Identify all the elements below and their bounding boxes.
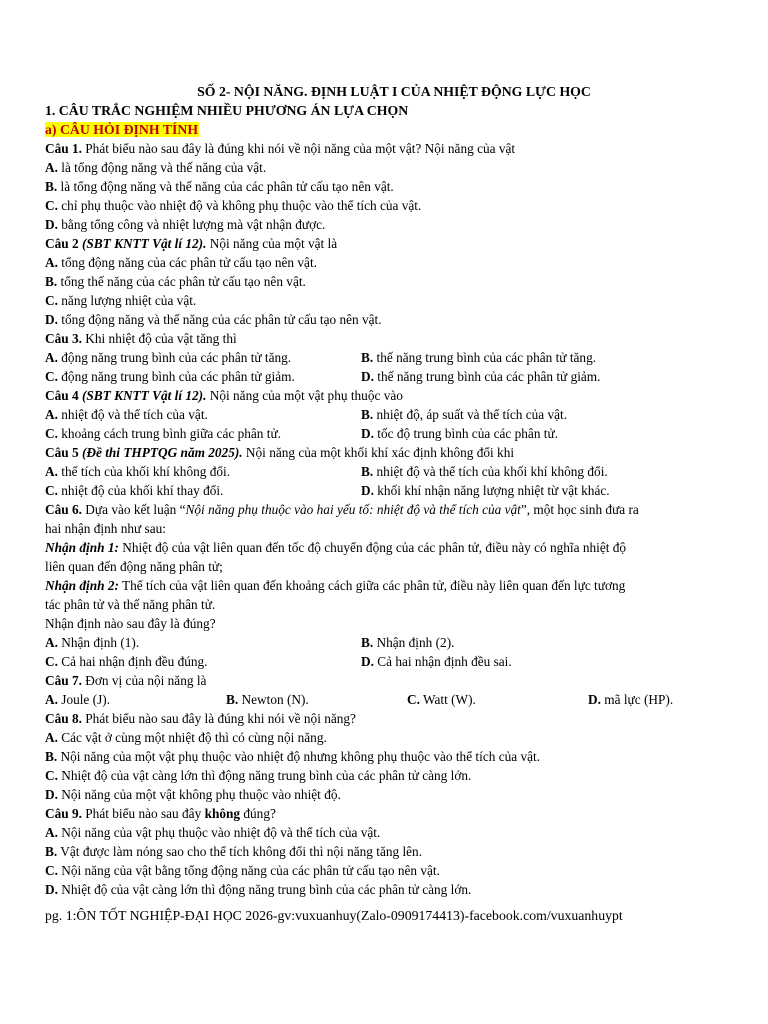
option-text: khoảng cách trung bình giữa các phân tử.	[61, 426, 281, 441]
claim-1-line-2: liên quan đến động năng phân tử;	[45, 559, 223, 574]
claim-1-label: Nhận định 1:	[45, 540, 119, 555]
option-letter: B.	[361, 407, 374, 422]
option-letter: A.	[45, 825, 58, 840]
question-text: Nội năng của một vật là	[206, 236, 338, 251]
document-title: SỐ 2- NỘI NĂNG. ĐỊNH LUẬT I CỦA NHIỆT ĐỘNG LỰC HỌC	[197, 84, 591, 99]
question-3-stem	[45, 329, 723, 348]
question-7-option-d	[588, 690, 673, 709]
question-7-option-b	[226, 690, 407, 709]
question-9-option-a	[45, 823, 723, 842]
option-letter: A.	[45, 407, 58, 422]
option-text: Nhận định (1).	[61, 635, 140, 650]
question-7-stem	[45, 671, 723, 690]
option-letter: B.	[45, 179, 58, 194]
question-9-stem	[45, 804, 723, 823]
option-letter: A.	[45, 635, 58, 650]
option-text: Cả hai nhận định đều đúng.	[61, 654, 208, 669]
question-5-option-c	[45, 481, 361, 500]
option-text: Newton (N).	[241, 692, 309, 707]
option-letter: C.	[45, 369, 58, 384]
question-3-options-row-1	[45, 348, 723, 367]
option-text: động năng trung bình của các phân tử giảm.	[61, 369, 295, 384]
option-letter: A.	[45, 350, 58, 365]
option-letter: B.	[226, 692, 239, 707]
question-3-options-row-2	[45, 367, 723, 386]
question-4-options-row-1	[45, 405, 723, 424]
emphasis-not: không	[204, 806, 241, 821]
question-2-option-c	[45, 291, 723, 310]
option-letter: C.	[45, 293, 58, 308]
option-text: bằng tổng công và nhiệt lượng mà vật nhận được.	[61, 217, 326, 232]
claim-2-line-1	[45, 576, 723, 595]
option-text: khối khí nhận năng lượng nhiệt từ vật khác.	[377, 483, 610, 498]
question-5-stem	[45, 443, 723, 462]
option-text: nhiệt độ và thể tích của khối khí không đổi.	[376, 464, 608, 479]
highlighted-subsection-label: a) CÂU HỎI ĐỊNH TÍNH	[45, 122, 199, 137]
option-text: Nhiệt độ của vật càng lớn thì động năng trung bình của các phân tử càng lớn.	[61, 882, 472, 897]
question-9-option-c	[45, 861, 723, 880]
question-6-stem-line-1	[45, 500, 723, 519]
question-6-option-d	[361, 652, 512, 671]
option-text: Nội năng của một vật không phụ thuộc vào nhiệt độ.	[61, 787, 341, 802]
question-source: (SBT KNTT Vật lí 12).	[78, 388, 207, 403]
question-4-option-d	[361, 424, 558, 443]
option-text: Watt (W).	[423, 692, 476, 707]
question-5-option-d	[361, 481, 610, 500]
option-text: chỉ phụ thuộc vào nhiệt độ và không phụ thuộc vào thể tích của vật.	[61, 198, 422, 213]
option-text: Nội năng của một vật phụ thuộc vào nhiệt độ nhưng không phụ thuộc vào thể tích của vật.	[60, 749, 541, 764]
question-3-option-d	[361, 367, 600, 386]
option-letter: A.	[45, 464, 58, 479]
question-5-options-row-1	[45, 462, 723, 481]
claim-2-text: Thể tích của vật liên quan đến khoảng cách giữa các phân tử, điều này liên quan đến lực tương	[118, 578, 626, 593]
question-1-option-d	[45, 215, 723, 234]
option-text: tổng động năng và thế năng của các phân tử cấu tạo nên vật.	[61, 312, 382, 327]
question-1-option-c	[45, 196, 723, 215]
option-letter: B.	[361, 464, 374, 479]
option-text: mã lực (HP).	[604, 692, 674, 707]
option-letter: C.	[45, 863, 58, 878]
option-letter: D.	[45, 882, 58, 897]
question-3-option-a	[45, 348, 361, 367]
question-1-option-b	[45, 177, 723, 196]
subsection-heading	[45, 120, 723, 139]
option-text: nhiệt độ, áp suất và thể tích của vật.	[376, 407, 568, 422]
question-6-options-row-2	[45, 652, 723, 671]
option-letter: B.	[45, 844, 58, 859]
question-text: Đơn vị của nội năng là	[81, 673, 207, 688]
question-8-option-a	[45, 728, 723, 747]
question-4-option-a	[45, 405, 361, 424]
option-text: là tổng động năng và thế năng của vật.	[61, 160, 267, 175]
question-5-option-a	[45, 462, 361, 481]
question-7-options-row	[45, 690, 723, 709]
question-number: Câu 6.	[45, 502, 82, 517]
question-3-option-b	[361, 348, 596, 367]
question-8-option-d	[45, 785, 723, 804]
option-text: Nội năng của vật phụ thuộc vào nhiệt độ và thể tích của vật.	[61, 825, 381, 840]
question-5-option-b	[361, 462, 608, 481]
quoted-conclusion: Nội năng phụ thuộc vào hai yếu tố: nhiệt độ và thể tích của vật	[185, 502, 521, 517]
option-letter: D.	[361, 426, 374, 441]
option-letter: B.	[361, 350, 374, 365]
option-letter: D.	[45, 787, 58, 802]
option-letter: C.	[45, 198, 58, 213]
option-text: động năng trung bình của các phân tử tăng.	[61, 350, 292, 365]
claim-1-line-1	[45, 538, 723, 557]
claim-2-label: Nhận định 2:	[45, 578, 119, 593]
option-letter: C.	[45, 654, 58, 669]
question-9-option-b	[45, 842, 723, 861]
option-letter: C.	[45, 426, 58, 441]
option-letter: A.	[45, 255, 58, 270]
question-4-stem	[45, 386, 723, 405]
question-source: (Đề thi THPTQG năm 2025).	[78, 445, 243, 460]
option-letter: D.	[361, 369, 374, 384]
question-number: Câu 9.	[45, 806, 82, 821]
question-text: Phát biểu nào sau đây là đúng khi nói về nội năng?	[81, 711, 356, 726]
option-letter: B.	[361, 635, 374, 650]
question-number: Câu 4	[45, 388, 79, 403]
option-letter: D.	[361, 654, 374, 669]
question-2-option-d	[45, 310, 723, 329]
question-number: Câu 8.	[45, 711, 82, 726]
option-text: Cả hai nhận định đều sai.	[377, 654, 512, 669]
question-1-stem	[45, 139, 723, 158]
question-number: Câu 5	[45, 445, 79, 460]
question-number: Câu 7.	[45, 673, 82, 688]
option-text: nhiệt độ của khối khí thay đổi.	[61, 483, 224, 498]
question-3-option-c	[45, 367, 361, 386]
option-text: tốc độ trung bình của các phân tử.	[377, 426, 559, 441]
option-letter: A.	[45, 692, 58, 707]
question-text: Nội năng của một vật phụ thuộc vào	[206, 388, 403, 403]
question-4-options-row-2	[45, 424, 723, 443]
question-7-option-a	[45, 690, 226, 709]
question-text: Nội năng của một khối khí xác định không đổi khi	[242, 445, 515, 460]
question-6-stem-line-2: hai nhận định như sau:	[45, 521, 166, 536]
option-text: thế năng trung bình của các phân tử tăng.	[376, 350, 597, 365]
question-2-stem	[45, 234, 723, 253]
option-letter: B.	[45, 274, 58, 289]
option-letter: C.	[45, 483, 58, 498]
question-7-option-c	[407, 690, 588, 709]
option-text: tổng động năng của các phân tử cấu tạo nên vật.	[61, 255, 317, 270]
question-8-option-b	[45, 747, 723, 766]
question-text: Phát biểu nào sau đây là đúng khi nói về nội năng của một vật? Nội năng của vật	[81, 141, 516, 156]
question-number: Câu 2	[45, 236, 79, 251]
question-6-option-b	[361, 633, 454, 652]
question-8-stem	[45, 709, 723, 728]
question-6-option-a	[45, 633, 361, 652]
option-letter: C.	[407, 692, 420, 707]
question-text-continued: ”, một học sinh đưa ra	[520, 502, 639, 517]
option-text: Vật được làm nóng sao cho thể tích không đổi thì nội năng tăng lên.	[60, 844, 423, 859]
page-footer: pg. 1:ÔN TỐT NGHIỆP-ĐẠI HỌC 2026-gv:vuxuanhuy(Zalo-0909174413)-facebook.com/vuxuanhuypt	[45, 908, 623, 923]
question-5-options-row-2	[45, 481, 723, 500]
option-letter: D.	[45, 217, 58, 232]
option-text: Joule (J).	[61, 692, 111, 707]
option-letter: D.	[588, 692, 601, 707]
question-number: Câu 1.	[45, 141, 82, 156]
question-text: Phát biểu nào sau đây	[81, 806, 205, 821]
option-text: Nhận định (2).	[376, 635, 455, 650]
question-1-option-a	[45, 158, 723, 177]
option-letter: C.	[45, 768, 58, 783]
question-9-option-d	[45, 880, 723, 899]
question-4-option-b	[361, 405, 567, 424]
question-text-end: đúng?	[240, 806, 276, 821]
question-6-option-c	[45, 652, 361, 671]
question-8-option-c	[45, 766, 723, 785]
section-heading: 1. CÂU TRẮC NGHIỆM NHIỀU PHƯƠNG ÁN LỰA CHỌN	[45, 103, 409, 118]
question-6-options-row-1	[45, 633, 723, 652]
question-4-option-c	[45, 424, 361, 443]
option-letter: B.	[45, 749, 58, 764]
question-6-ask: Nhận định nào sau đây là đúng?	[45, 616, 216, 631]
question-source: (SBT KNTT Vật lí 12).	[78, 236, 207, 251]
question-number: Câu 3.	[45, 331, 82, 346]
option-letter: A.	[45, 160, 58, 175]
question-2-option-a	[45, 253, 723, 272]
option-text: Nội năng của vật bằng tổng động năng của các phân tử cấu tạo nên vật.	[61, 863, 440, 878]
option-text: thể tích của khối khí không đổi.	[61, 464, 231, 479]
option-text: tổng thế năng của các phân tử cấu tạo nên vật.	[60, 274, 306, 289]
option-letter: A.	[45, 730, 58, 745]
question-text: Dựa vào kết luận “	[81, 502, 186, 517]
question-text: Khi nhiệt độ của vật tăng thì	[81, 331, 237, 346]
question-2-option-b	[45, 272, 723, 291]
option-text: thế năng trung bình của các phân tử giảm.	[377, 369, 601, 384]
option-text: Nhiệt độ của vật càng lớn thì động năng trung bình của các phân tử càng lớn.	[61, 768, 472, 783]
option-letter: D.	[361, 483, 374, 498]
option-letter: D.	[45, 312, 58, 327]
option-text: năng lượng nhiệt của vật.	[61, 293, 197, 308]
option-text: là tổng động năng và thế năng của các phân tử cấu tạo nên vật.	[60, 179, 394, 194]
claim-1-text: Nhiệt độ của vật liên quan đến tốc độ chuyển động của các phân tử, điều này có nghĩa nhiệt độ	[118, 540, 627, 555]
claim-2-line-2: tác phân tử và thế năng phân tử.	[45, 597, 216, 612]
option-text: Các vật ở cùng một nhiệt độ thì có cùng nội năng.	[61, 730, 327, 745]
option-text: nhiệt độ và thể tích của vật.	[61, 407, 208, 422]
